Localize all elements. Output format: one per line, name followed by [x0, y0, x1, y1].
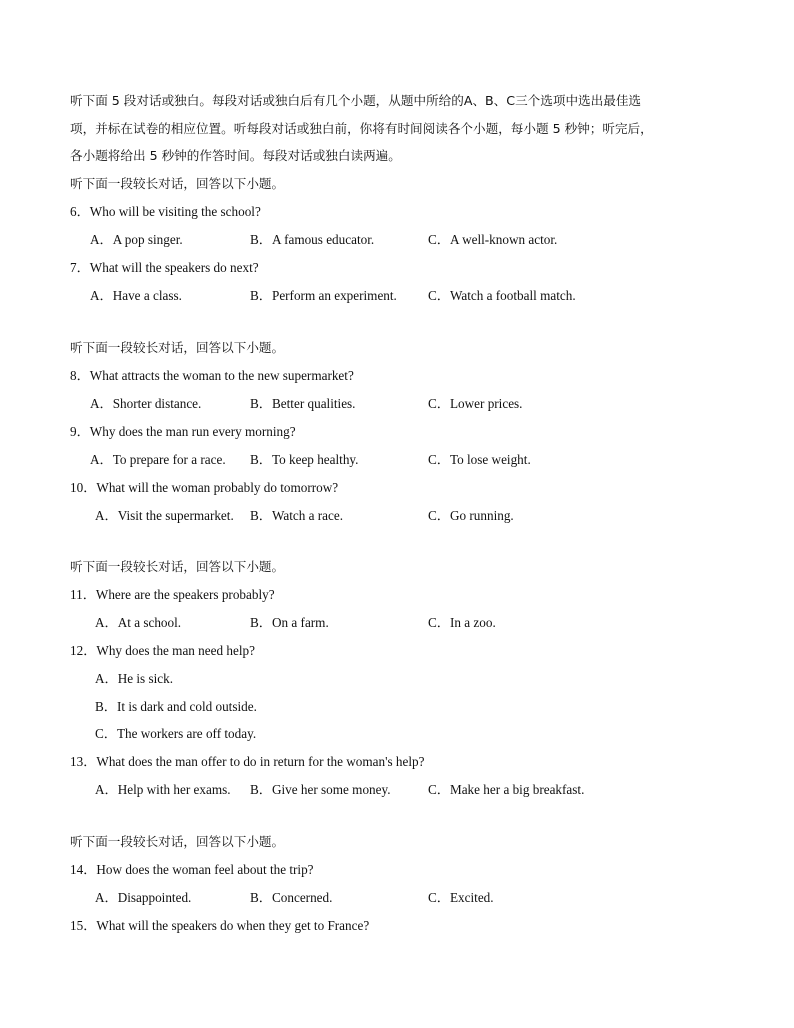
option-a: A．Disappointed. — [95, 890, 192, 905]
option-a: A．To prepare for a race. — [90, 452, 226, 467]
question-number: 11． — [70, 587, 96, 602]
question-number: 12． — [70, 643, 97, 658]
question-number: 13． — [70, 754, 97, 769]
question-stem — [70, 203, 261, 221]
option-c: C．To lose weight. — [428, 452, 531, 467]
question-text: Who will be visiting the school? — [89, 204, 261, 219]
question-stem — [70, 753, 424, 771]
question-text: What will the speakers do next? — [89, 260, 259, 275]
question-stem — [70, 642, 255, 660]
option-b: B．Perform an experiment. — [250, 288, 397, 303]
option-b: B．Give her some money. — [250, 782, 391, 797]
section-heading: 听下面一段较长对话，回答以下小题。 — [70, 834, 285, 849]
option-c: C．In a zoo. — [428, 615, 496, 630]
option-c: C．A well-known actor. — [428, 232, 558, 247]
question-text: What attracts the woman to the new supermarket? — [89, 368, 354, 383]
question-stem — [70, 479, 338, 497]
instructions-line-2: 项，并标在试卷的相应位置。听每段对话或独白前，你将有时间阅读各个小题，每小题 5 秒钟；听完后， — [70, 121, 653, 136]
question-stem — [70, 367, 354, 385]
option-a: A．At a school. — [95, 615, 182, 630]
question-text: Where are the speakers probably? — [95, 587, 275, 602]
question-number: 10． — [70, 480, 97, 495]
option-c: C．Make her a big breakfast. — [428, 782, 585, 797]
question-stem — [70, 259, 259, 277]
option-a: A．He is sick. — [95, 671, 174, 686]
option-a: A．Have a class. — [90, 288, 182, 303]
option-c: C．Lower prices. — [428, 396, 523, 411]
question-text: What will the woman probably do tomorrow? — [96, 480, 339, 495]
instructions-line-3: 各小题将给出 5 秒钟的作答时间。每段对话或独白读两遍。 — [70, 148, 401, 163]
option-c: C．Watch a football match. — [428, 288, 576, 303]
question-stem — [70, 861, 314, 879]
instructions-line-1: 听下面 5 段对话或独白。每段对话或独白后有几个小题，从题中所给的A、B、C三个选项中选出最佳选 — [70, 93, 642, 108]
question-text: What does the man offer to do in return for the woman's help? — [96, 754, 425, 769]
option-b: B．Better qualities. — [250, 396, 356, 411]
option-b: B．A famous educator. — [250, 232, 375, 247]
question-number: 15． — [70, 918, 97, 933]
section-heading: 听下面一段较长对话，回答以下小题。 — [70, 559, 285, 574]
option-a: A．Shorter distance. — [90, 396, 202, 411]
option-c: C．Excited. — [428, 890, 494, 905]
option-c: C．Go running. — [428, 508, 514, 523]
question-number: 9． — [70, 424, 90, 439]
option-a: A．A pop singer. — [90, 232, 183, 247]
question-text: What will the speakers do when they get to France? — [96, 918, 370, 933]
question-number: 6． — [70, 204, 90, 219]
question-text: How does the woman feel about the trip? — [96, 862, 314, 877]
option-b: B．Concerned. — [250, 890, 333, 905]
question-text: Why does the man run every morning? — [89, 424, 296, 439]
section-heading: 听下面一段较长对话，回答以下小题。 — [70, 340, 285, 355]
question-stem — [70, 586, 275, 604]
question-number: 8． — [70, 368, 90, 383]
option-a: A．Help with her exams. — [95, 782, 231, 797]
option-b: B．To keep healthy. — [250, 452, 359, 467]
question-stem — [70, 423, 296, 441]
option-c: C．The workers are off today. — [95, 726, 257, 741]
question-number: 14． — [70, 862, 97, 877]
option-b: B．It is dark and cold outside. — [95, 699, 257, 714]
question-stem — [70, 917, 369, 935]
option-a: A．Visit the supermarket. — [95, 508, 234, 523]
option-b: B．On a farm. — [250, 615, 329, 630]
section-heading: 听下面一段较长对话，回答以下小题。 — [70, 176, 285, 191]
question-number: 7． — [70, 260, 90, 275]
option-b: B．Watch a race. — [250, 508, 344, 523]
question-text: Why does the man need help? — [96, 643, 255, 658]
